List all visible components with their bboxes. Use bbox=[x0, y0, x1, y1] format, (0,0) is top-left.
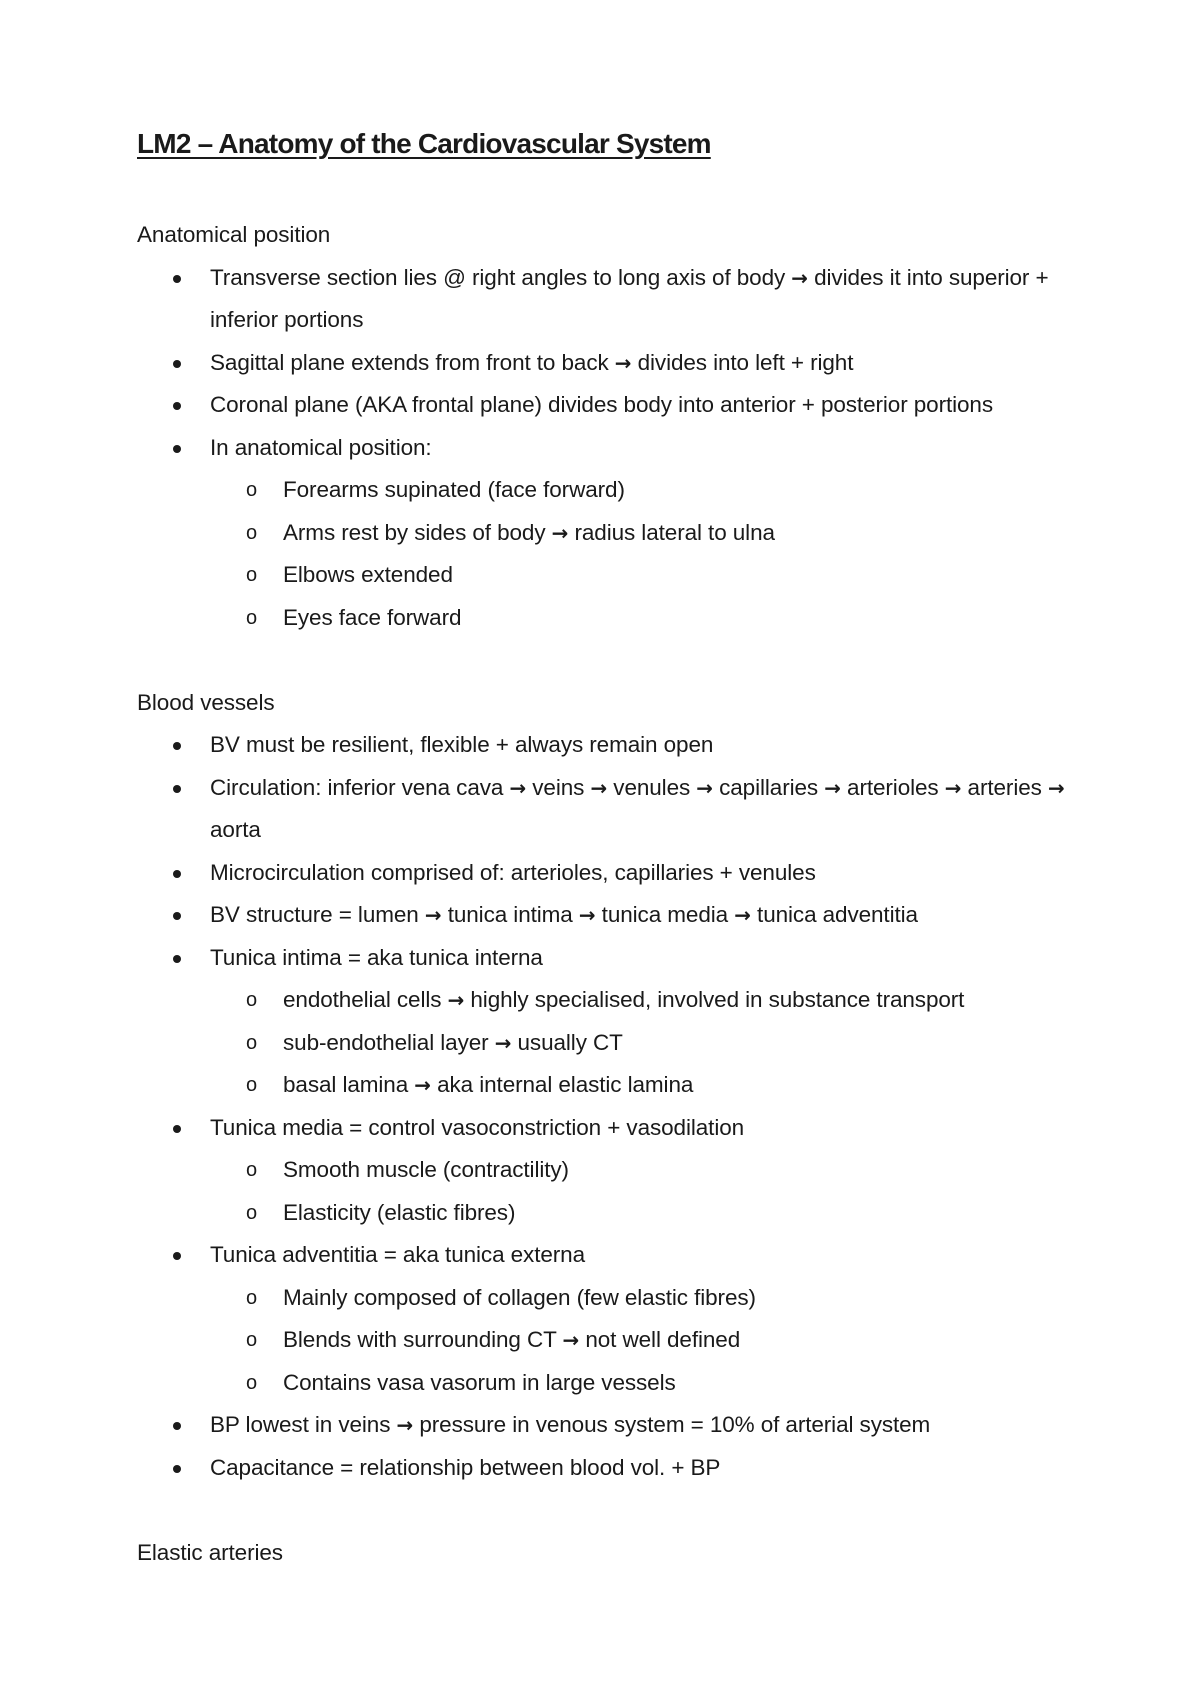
bullet-item bbox=[137, 1107, 1117, 1235]
arrow-right-icon: → bbox=[696, 775, 713, 800]
sub-bullet-item bbox=[210, 1319, 1117, 1362]
bullet-list bbox=[137, 257, 1117, 640]
bullet-dot-icon bbox=[173, 1252, 181, 1260]
sub-bullet-item bbox=[210, 1022, 1117, 1065]
bullet-text: Coronal plane (AKA frontal plane) divides body into anterior + posterior portions bbox=[210, 392, 993, 417]
bullet-dot-icon bbox=[173, 870, 181, 878]
hollow-bullet-icon: o bbox=[246, 1074, 258, 1096]
bullet-dot-icon bbox=[173, 402, 181, 410]
sub-bullet-item bbox=[210, 1362, 1117, 1405]
hollow-bullet-icon: o bbox=[246, 989, 258, 1011]
hollow-bullet-icon: o bbox=[246, 1159, 258, 1181]
bullet-text: Transverse section lies @ right angles to long axis of body → divides it into superior + inferior portions bbox=[210, 264, 1049, 332]
bullet-text: Tunica intima = aka tunica interna bbox=[210, 944, 543, 970]
section-heading: Anatomical position bbox=[137, 222, 331, 247]
hollow-bullet-icon: o bbox=[246, 1286, 258, 1309]
bullet-text: Capacitance = relationship between blood vol. + BP bbox=[210, 1454, 721, 1480]
sub-bullet-item bbox=[210, 979, 1117, 1022]
sub-bullet-item bbox=[210, 1064, 1117, 1107]
arrow-right-icon: → bbox=[614, 350, 632, 375]
notes-section bbox=[137, 214, 1117, 639]
sub-bullet-item bbox=[210, 554, 1117, 597]
arrow-right-icon: → bbox=[824, 775, 841, 800]
sub-bullet-text: Mainly composed of collagen (few elastic fibres) bbox=[283, 1284, 756, 1310]
arrow-right-icon: → bbox=[424, 903, 442, 927]
arrow-right-icon: → bbox=[414, 1073, 431, 1097]
bullet-dot-icon bbox=[173, 785, 181, 793]
bullet-item bbox=[137, 342, 1117, 385]
document-body bbox=[137, 214, 1117, 1574]
sub-bullet-item bbox=[210, 1192, 1117, 1235]
hollow-bullet-icon: o bbox=[246, 606, 258, 629]
bullet-dot-icon bbox=[173, 1422, 181, 1430]
bullet-item bbox=[137, 894, 1117, 937]
bullet-item bbox=[137, 852, 1117, 895]
sub-bullet-text: Arms rest by sides of body → radius lateral to ulna bbox=[283, 519, 775, 545]
arrow-right-icon: → bbox=[551, 520, 569, 545]
sub-bullet-text: Elasticity (elastic fibres) bbox=[283, 1199, 516, 1225]
sub-bullet-text: Eyes face forward bbox=[283, 604, 462, 630]
arrow-right-icon: → bbox=[791, 265, 808, 290]
hollow-bullet-icon: o bbox=[246, 1031, 258, 1054]
bullet-item bbox=[137, 767, 1117, 852]
notes-section bbox=[137, 682, 1117, 1490]
bullet-dot-icon bbox=[173, 275, 181, 283]
sub-bullet-list bbox=[210, 1149, 1117, 1234]
hollow-bullet-icon: o bbox=[246, 1329, 258, 1351]
arrow-right-icon: → bbox=[590, 775, 608, 800]
bullet-item bbox=[137, 427, 1117, 640]
sub-bullet-item bbox=[210, 512, 1117, 555]
arrow-right-icon: → bbox=[578, 903, 596, 927]
sub-bullet-list bbox=[210, 1277, 1117, 1405]
sub-bullet-text: endothelial cells → highly specialised, involved in substance transport bbox=[283, 987, 965, 1012]
bullet-item bbox=[137, 1447, 1117, 1490]
bullet-text: In anatomical position: bbox=[210, 434, 432, 460]
sub-bullet-list bbox=[210, 469, 1117, 639]
document-title: LM2 – Anatomy of the Cardiovascular System bbox=[137, 128, 711, 159]
sub-bullet-text: basal lamina → aka internal elastic lamina bbox=[283, 1072, 694, 1097]
bullet-dot-icon bbox=[173, 912, 181, 920]
bullet-dot-icon bbox=[173, 360, 181, 368]
sub-bullet-item bbox=[210, 597, 1117, 640]
sub-bullet-text: Blends with surrounding CT → not well defined bbox=[283, 1327, 741, 1352]
bullet-list bbox=[137, 724, 1117, 1489]
bullet-dot-icon bbox=[173, 1465, 181, 1473]
sub-bullet-text: Forearms supinated (face forward) bbox=[283, 477, 625, 502]
bullet-text: Microcirculation comprised of: arterioles, capillaries + venules bbox=[210, 859, 816, 885]
section-heading: Elastic arteries bbox=[137, 1539, 283, 1565]
bullet-text: Tunica adventitia = aka tunica externa bbox=[210, 1242, 585, 1267]
bullet-text: Circulation: inferior vena cava → veins → venules → capillaries → arterioles → arteries → aorta bbox=[210, 774, 1065, 842]
bullet-text: BV must be resilient, flexible + always remain open bbox=[210, 732, 714, 757]
arrow-right-icon: → bbox=[1047, 775, 1065, 800]
bullet-text: Tunica media = control vasoconstriction + vasodilation bbox=[210, 1114, 745, 1140]
hollow-bullet-icon: o bbox=[246, 1371, 258, 1394]
bullet-dot-icon bbox=[173, 1125, 181, 1133]
arrow-right-icon: → bbox=[734, 903, 751, 927]
sub-bullet-text: Elbows extended bbox=[283, 562, 453, 587]
bullet-item bbox=[137, 724, 1117, 767]
section-heading: Blood vessels bbox=[137, 689, 275, 715]
sub-bullet-text: Smooth muscle (contractility) bbox=[283, 1157, 569, 1182]
hollow-bullet-icon: o bbox=[246, 564, 258, 586]
bullet-item bbox=[137, 1404, 1117, 1447]
sub-bullet-text: sub-endothelial layer → usually CT bbox=[283, 1029, 623, 1055]
bullet-item bbox=[137, 937, 1117, 1107]
bullet-item bbox=[137, 1234, 1117, 1404]
bullet-dot-icon bbox=[173, 742, 181, 750]
arrow-right-icon: → bbox=[562, 1328, 580, 1352]
notes-section bbox=[137, 1532, 1117, 1575]
bullet-text: BP lowest in veins → pressure in venous system = 10% of arterial system bbox=[210, 1412, 931, 1437]
arrow-right-icon: → bbox=[447, 988, 465, 1012]
sub-bullet-text: Contains vasa vasorum in large vessels bbox=[283, 1369, 676, 1395]
bullet-dot-icon bbox=[173, 445, 181, 453]
arrow-right-icon: → bbox=[396, 1413, 414, 1437]
arrow-right-icon: → bbox=[509, 775, 527, 800]
bullet-text: Sagittal plane extends from front to back → divides into left + right bbox=[210, 349, 854, 375]
hollow-bullet-icon: o bbox=[246, 521, 258, 544]
sub-bullet-item bbox=[210, 469, 1117, 512]
hollow-bullet-icon: o bbox=[246, 1201, 258, 1224]
sub-bullet-list bbox=[210, 979, 1117, 1107]
bullet-dot-icon bbox=[173, 955, 181, 963]
arrow-right-icon: → bbox=[944, 775, 962, 800]
sub-bullet-item bbox=[210, 1149, 1117, 1192]
bullet-item bbox=[137, 384, 1117, 427]
sub-bullet-item bbox=[210, 1277, 1117, 1320]
bullet-text: BV structure = lumen → tunica intima → tunica media → tunica adventitia bbox=[210, 902, 918, 927]
bullet-item bbox=[137, 257, 1117, 342]
arrow-right-icon: → bbox=[494, 1030, 512, 1055]
hollow-bullet-icon: o bbox=[246, 479, 258, 501]
